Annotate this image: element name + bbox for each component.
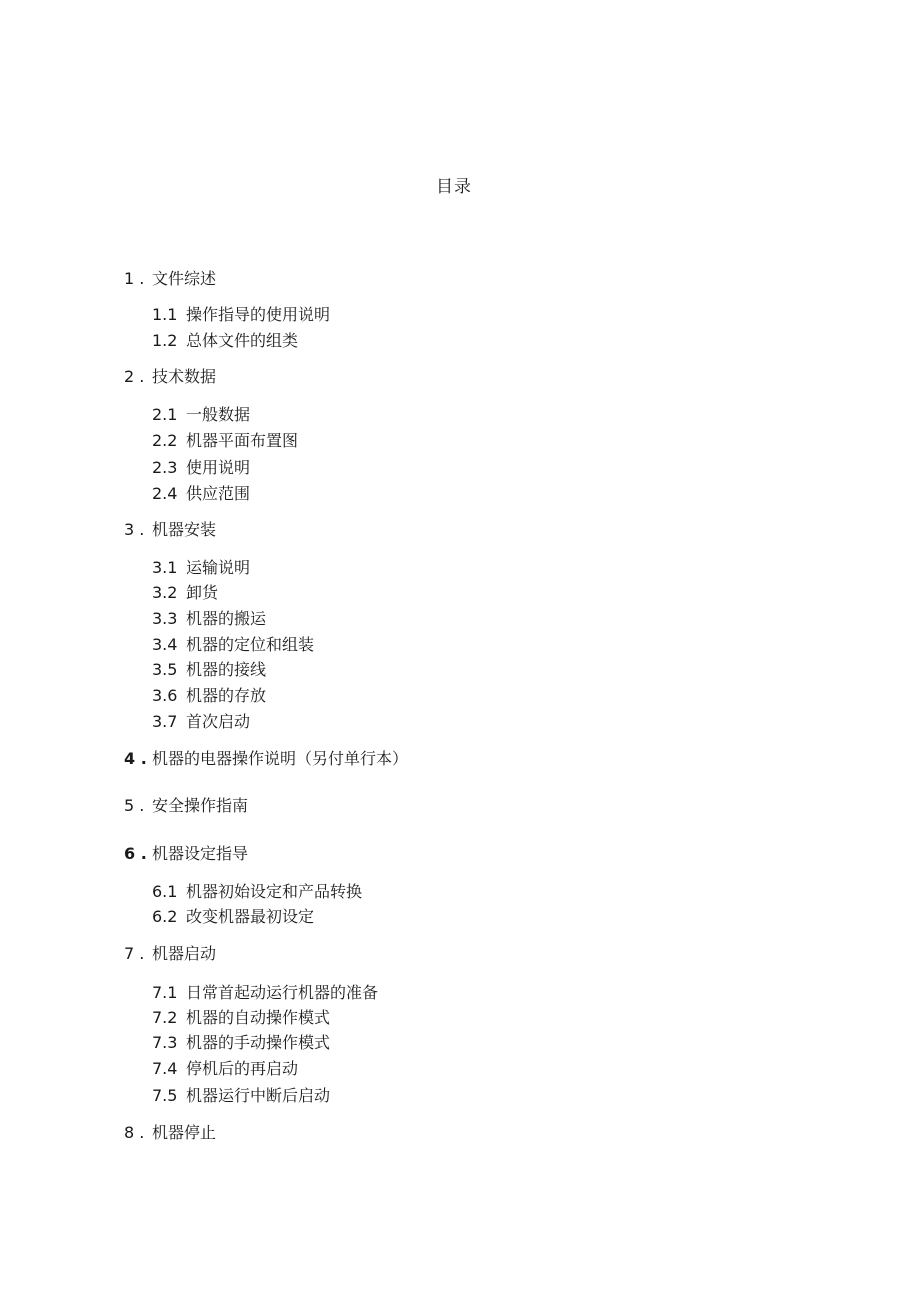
toc-number: 2.1 [152,405,178,424]
toc-number: 6.2 [152,907,178,926]
toc-item-2-1 [152,405,250,425]
toc-text: 机器的存放 [186,686,267,705]
toc-text: 安全操作指南 [152,796,249,815]
toc-number: 7.2 [152,1008,178,1027]
toc-item-2-3 [152,458,250,478]
toc-text: 文件综述 [152,269,217,288]
toc-item-1-2 [152,331,298,351]
toc-section-6 [124,844,248,864]
toc-section-1 [124,269,216,289]
toc-text: 机器的电器操作说明（另付单行本） [152,749,409,768]
toc-text: 机器平面布置图 [186,431,299,450]
toc-number: 6 . [124,844,147,863]
toc-item-7-5 [152,1086,330,1106]
toc-text: 机器的自动操作模式 [186,1008,331,1027]
toc-number: 7.4 [152,1059,178,1078]
toc-item-3-5 [152,660,266,680]
toc-number: 8 . [124,1123,145,1142]
toc-item-3-4 [152,635,314,655]
toc-item-3-7 [152,712,250,732]
toc-number: 2 . [124,367,145,386]
toc-number: 1.2 [152,331,178,350]
toc-number: 3.5 [152,660,178,679]
toc-text: 机器启动 [152,944,217,963]
toc-text: 改变机器最初设定 [186,907,315,926]
toc-number: 7 . [124,944,145,963]
toc-text: 机器初始设定和产品转换 [186,882,363,901]
toc-text: 技术数据 [152,367,217,386]
toc-number: 6.1 [152,882,178,901]
toc-text: 机器的接线 [186,660,267,679]
toc-number: 3.1 [152,558,178,577]
toc-number: 1.1 [152,305,178,324]
toc-item-3-6 [152,686,266,706]
toc-item-3-2 [152,583,218,603]
toc-text: 机器的搬运 [186,609,267,628]
toc-item-7-1 [152,983,378,1003]
toc-text: 日常首起动运行机器的准备 [186,983,379,1002]
toc-number: 2.3 [152,458,178,477]
toc-section-5 [124,796,248,816]
toc-item-2-2 [152,431,298,451]
toc-section-7 [124,944,216,964]
toc-item-2-4 [152,484,250,504]
toc-text: 供应范围 [186,484,251,503]
toc-text: 使用说明 [186,458,251,477]
toc-text: 总体文件的组类 [186,331,299,350]
page-title: 目录 [436,177,472,197]
toc-number: 3.7 [152,712,178,731]
toc-item-6-2 [152,907,314,927]
toc-text: 机器安装 [152,520,217,539]
toc-number: 2.2 [152,431,178,450]
toc-section-2 [124,367,216,387]
toc-section-8 [124,1123,216,1143]
toc-item-1-1 [152,305,330,325]
toc-text: 机器停止 [152,1123,217,1142]
toc-text: 一般数据 [186,405,251,424]
toc-text: 机器设定指导 [152,844,249,863]
toc-number: 3.3 [152,609,178,628]
toc-text: 停机后的再启动 [186,1059,299,1078]
toc-item-7-3 [152,1033,330,1053]
toc-text: 机器的手动操作模式 [186,1033,331,1052]
toc-section-3 [124,520,216,540]
toc-text: 操作指导的使用说明 [186,305,331,324]
toc-number: 5 . [124,796,145,815]
toc-text: 首次启动 [186,712,251,731]
toc-item-6-1 [152,882,362,902]
toc-number: 2.4 [152,484,178,503]
toc-number: 7.5 [152,1086,178,1105]
toc-number: 3 . [124,520,145,539]
toc-item-3-3 [152,609,266,629]
toc-number: 1 . [124,269,145,288]
toc-text: 卸货 [186,583,219,602]
toc-text: 机器运行中断后启动 [186,1086,331,1105]
toc-number: 7.1 [152,983,178,1002]
toc-section-4 [124,749,408,769]
toc-item-7-2 [152,1008,330,1028]
toc-number: 7.3 [152,1033,178,1052]
toc-number: 3.4 [152,635,178,654]
toc-number: 3.2 [152,583,178,602]
toc-number: 3.6 [152,686,178,705]
toc-text: 运输说明 [186,558,251,577]
toc-item-7-4 [152,1059,298,1079]
toc-text: 机器的定位和组装 [186,635,315,654]
toc-number: 4 . [124,749,147,768]
toc-item-3-1 [152,558,250,578]
